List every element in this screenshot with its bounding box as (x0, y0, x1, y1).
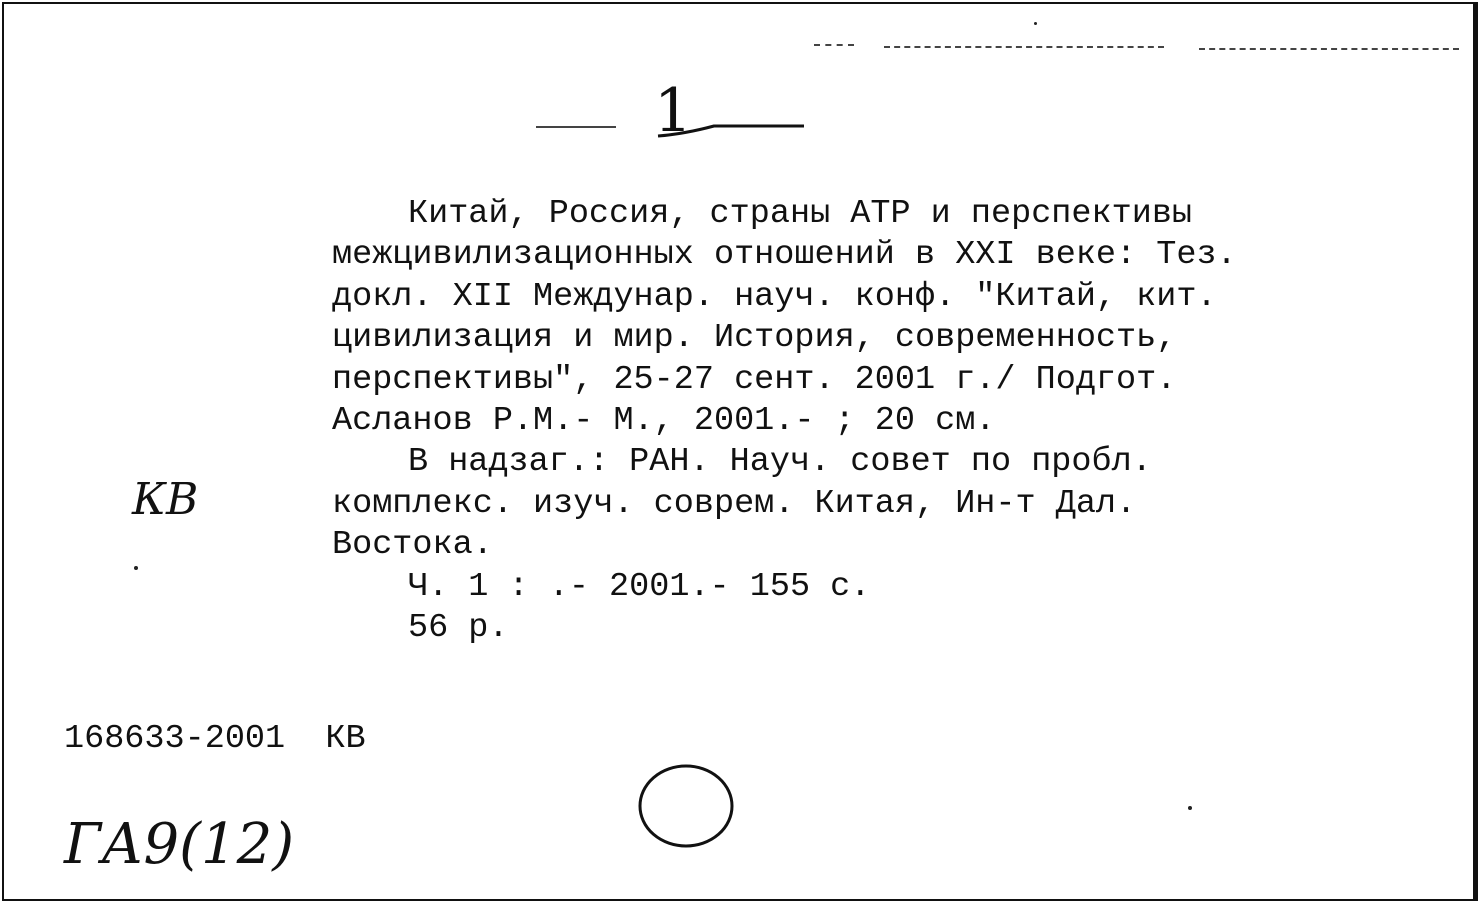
note-line: комплекс. изуч. соврем. Китая, Ин-т Дал. (332, 484, 1137, 523)
body-line: перспективы", 25-27 сент. 2001 г./ Подгот. (332, 360, 1177, 399)
top-dash-line-3 (1199, 48, 1459, 50)
inventory-number: 168633-2001 КВ (64, 720, 366, 758)
number-underline (654, 116, 814, 146)
margin-mark: КВ (132, 474, 199, 525)
margin-dot (134, 566, 138, 570)
top-dash-line-1 (814, 44, 854, 46)
punch-hole-circle (634, 762, 740, 852)
shelf-mark: ГА9(12) (64, 812, 295, 877)
body-line: межцивилизационных отношений в XXI веке: Тез. (332, 236, 1237, 275)
catalog-card (2, 2, 1478, 901)
top-dash-line-2 (884, 46, 1164, 48)
body-line-text: Китай, Россия, страны АТР и перспективы (408, 195, 1193, 233)
card-number-mark: 1 (654, 76, 693, 146)
note-line: Востока. (332, 526, 493, 565)
body-line: Асланов Р.М.- М., 2001.- ; 20 см. (332, 401, 996, 440)
part-line: Ч. 1 : .- 2001.- 155 с. (408, 567, 871, 606)
top-dot (1034, 22, 1037, 25)
bottom-right-dot (1188, 806, 1192, 810)
price-line: 56 р. (408, 608, 509, 647)
body-line: цивилизация и мир. История, современность, (332, 319, 1177, 358)
note-line: В надзаг.: РАН. Науч. совет по пробл. (408, 443, 1152, 482)
number-dash-left (536, 126, 616, 128)
body-line: докл. XII Междунар. науч. конф. "Китай, кит. (332, 277, 1217, 316)
body-line (332, 194, 1432, 235)
bibliographic-description (332, 194, 1432, 649)
